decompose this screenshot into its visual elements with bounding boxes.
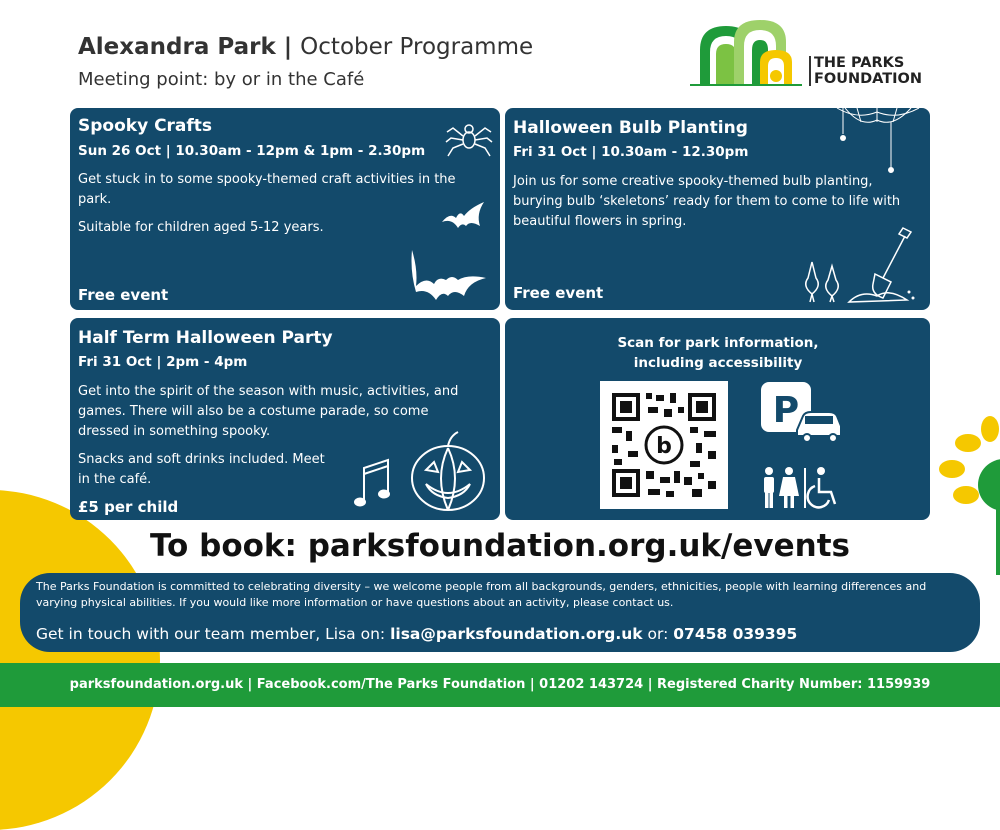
- event-title: Half Term Halloween Party: [78, 328, 333, 348]
- contact-panel: [20, 573, 980, 652]
- event-description: Get stuck in to some spooky-themed craft activities in the park.: [78, 172, 456, 207]
- contact-line: Get in touch with our team member, Lisa on: lisa@parksfoundation.org.uk or: 07458 039395: [36, 625, 798, 643]
- svg-text:b: b: [656, 434, 672, 459]
- event-date: Fri 31 Oct | 2pm - 4pm: [78, 354, 248, 370]
- qr-code[interactable]: [600, 381, 728, 509]
- footer-text: parksfoundation.org.uk | Facebook.com/The Parks Foundation | 01202 143724 | Registered Charity Number: 1159939: [69, 677, 931, 692]
- bat-small-icon: [440, 200, 486, 232]
- bulbs-icon: [800, 256, 846, 304]
- event-title: Halloween Bulb Planting: [513, 118, 748, 138]
- event-card-spooky-crafts: [70, 108, 500, 310]
- scan-text: Scan for park information, including accessibility: [617, 335, 819, 371]
- event-date: Sun 26 Oct | 10.30am - 12pm & 1pm - 2.30pm: [78, 143, 426, 159]
- spider-icon: [445, 118, 493, 160]
- event-description: Get into the spirit of the season with music, activities, and games. There will also be a costume parade, so come dressed in something spooky.: [78, 384, 459, 439]
- booking-text: To book: parksfoundation.org.uk/events: [150, 528, 850, 564]
- event-title: Spooky Crafts: [78, 116, 213, 136]
- event-suitability: Suitable for children aged 5-12 years.: [78, 220, 324, 235]
- music-notes-icon: [352, 456, 402, 512]
- info-card: [505, 318, 930, 520]
- event-price: Free event: [513, 284, 604, 302]
- event-refreshments: Snacks and soft drinks included. Meet in the café.: [78, 452, 325, 487]
- event-description: Join us for some creative spooky-themed bulb planting, burying bulb ‘skeletons’ ready for them to come to life with beautiful flowers in spring.: [513, 174, 901, 229]
- event-card-halloween-party: [70, 318, 500, 520]
- contact-email[interactable]: lisa@parksfoundation.org.uk: [390, 625, 643, 643]
- event-date: Fri 31 Oct | 10.30am - 12.30pm: [513, 144, 749, 160]
- logo-text: THE PARKS FOUNDATION: [814, 55, 923, 87]
- spade-icon: [847, 224, 919, 306]
- accessible-toilets-icon: [761, 466, 843, 510]
- pumpkin-icon: [408, 430, 488, 514]
- page-title: Alexandra Park | October Programme: [78, 34, 534, 60]
- event-card-bulb-planting: [505, 108, 930, 310]
- svg-text:P: P: [772, 390, 800, 431]
- footer-bar: [0, 663, 1000, 707]
- contact-phone[interactable]: 07458 039395: [673, 625, 798, 643]
- parking-icon: [761, 382, 843, 442]
- event-price: Free event: [78, 286, 169, 304]
- event-price: £5 per child: [78, 498, 179, 516]
- bat-large-icon: [408, 248, 488, 306]
- diversity-statement: The Parks Foundation is committed to celebrating diversity – we welcome people from all backgrounds, genders, ethnicities, people with learning differences and varying physical abilities. If you would like more information or have questions about an activity, please contact us.: [36, 580, 927, 609]
- spider-web-icon: [827, 108, 927, 178]
- meeting-point: Meeting point: by or in the Café: [78, 69, 365, 90]
